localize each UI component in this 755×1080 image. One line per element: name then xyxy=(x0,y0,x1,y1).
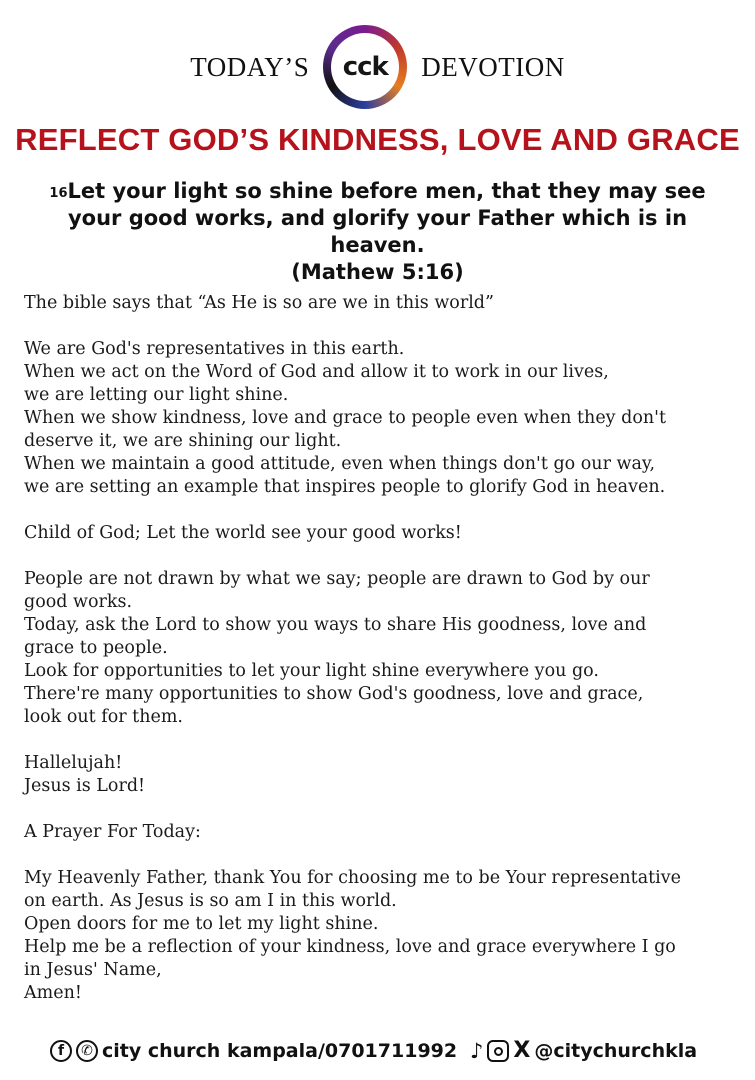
header-right-word: DEVOTION xyxy=(421,51,565,82)
verse-reference: (Mathew 5:16) xyxy=(291,260,464,284)
body-line: deserve it, we are shining our light. xyxy=(24,431,342,451)
contact-footer xyxy=(0,1040,755,1068)
body-line: There're many opportunities to show God's goodness, love and grace, xyxy=(24,684,644,704)
body-line: Help me be a reflection of your kindness, love and grace everywhere I go xyxy=(24,937,676,957)
body-line: My Heavenly Father, thank You for choosing me to be Your representative xyxy=(24,868,681,888)
body-line: A Prayer For Today: xyxy=(24,822,201,842)
body-line: Today, ask the Lord to show you ways to share His goodness, love and xyxy=(24,615,647,635)
facebook-icon: f xyxy=(50,1040,72,1062)
cck-logo xyxy=(323,25,407,109)
body-line: Jesus is Lord! xyxy=(24,776,146,796)
whatsapp-icon: ✆ xyxy=(76,1040,98,1062)
body-line: When we maintain a good attitude, even when things don't go our way, xyxy=(24,454,656,474)
tiktok-icon: ♪ xyxy=(470,1039,484,1063)
body-line: When we show kindness, love and grace to people even when they don't xyxy=(24,408,666,428)
devotion-body xyxy=(24,292,734,1028)
verse-number: 16 xyxy=(49,186,68,201)
paragraph-hallelujah xyxy=(24,752,734,798)
body-line: we are setting an example that inspires people to glorify God in heaven. xyxy=(24,477,666,497)
paragraph-good-works xyxy=(24,568,734,729)
body-line: Amen! xyxy=(24,983,82,1003)
footer-contact-text: city church kampala/0701711992 xyxy=(102,1040,458,1062)
body-line: People are not drawn by what we say; people are drawn to God by our xyxy=(24,569,650,589)
body-line: Hallelujah! xyxy=(24,753,123,773)
verse-text: Let your light so shine before men, that they may see your good works, and glorify your Father which is in heaven. xyxy=(67,179,706,257)
paragraph-prayer xyxy=(24,867,734,1005)
paragraph-child-of-god xyxy=(24,522,734,545)
body-line: on earth. As Jesus is so am I in this world. xyxy=(24,891,397,911)
body-line: The bible says that “As He is so are we in this world” xyxy=(24,293,494,313)
body-line: we are letting our light shine. xyxy=(24,385,289,405)
devotion-header xyxy=(0,22,755,112)
x-icon: X xyxy=(513,1038,531,1063)
body-line: in Jesus' Name, xyxy=(24,960,162,980)
body-line: We are God's representatives in this earth. xyxy=(24,339,405,359)
body-line: look out for them. xyxy=(24,707,183,727)
footer-contact xyxy=(50,1040,457,1062)
paragraph-representatives xyxy=(24,338,734,499)
prayer-heading xyxy=(24,821,734,844)
page-title: REFLECT GOD’S KINDNESS, LOVE AND GRACE xyxy=(15,122,740,157)
body-line: Open doors for me to let my light shine. xyxy=(24,914,379,934)
body-line: Child of God; Let the world see your good works! xyxy=(24,523,462,543)
paragraph-intro xyxy=(24,292,734,315)
body-line: grace to people. xyxy=(24,638,168,658)
body-line: When we act on the Word of God and allow it to work in our lives, xyxy=(24,362,609,382)
footer-social-handle: @citychurchkla xyxy=(534,1040,698,1062)
header-left-word: TODAY’S xyxy=(190,51,310,82)
body-line: good works. xyxy=(24,592,133,612)
body-line: Look for opportunities to let your light shine everywhere you go. xyxy=(24,661,599,681)
logo-text: cck xyxy=(342,52,388,82)
footer-social xyxy=(470,1040,697,1062)
scripture-verse xyxy=(40,178,715,286)
instagram-icon xyxy=(487,1040,509,1062)
